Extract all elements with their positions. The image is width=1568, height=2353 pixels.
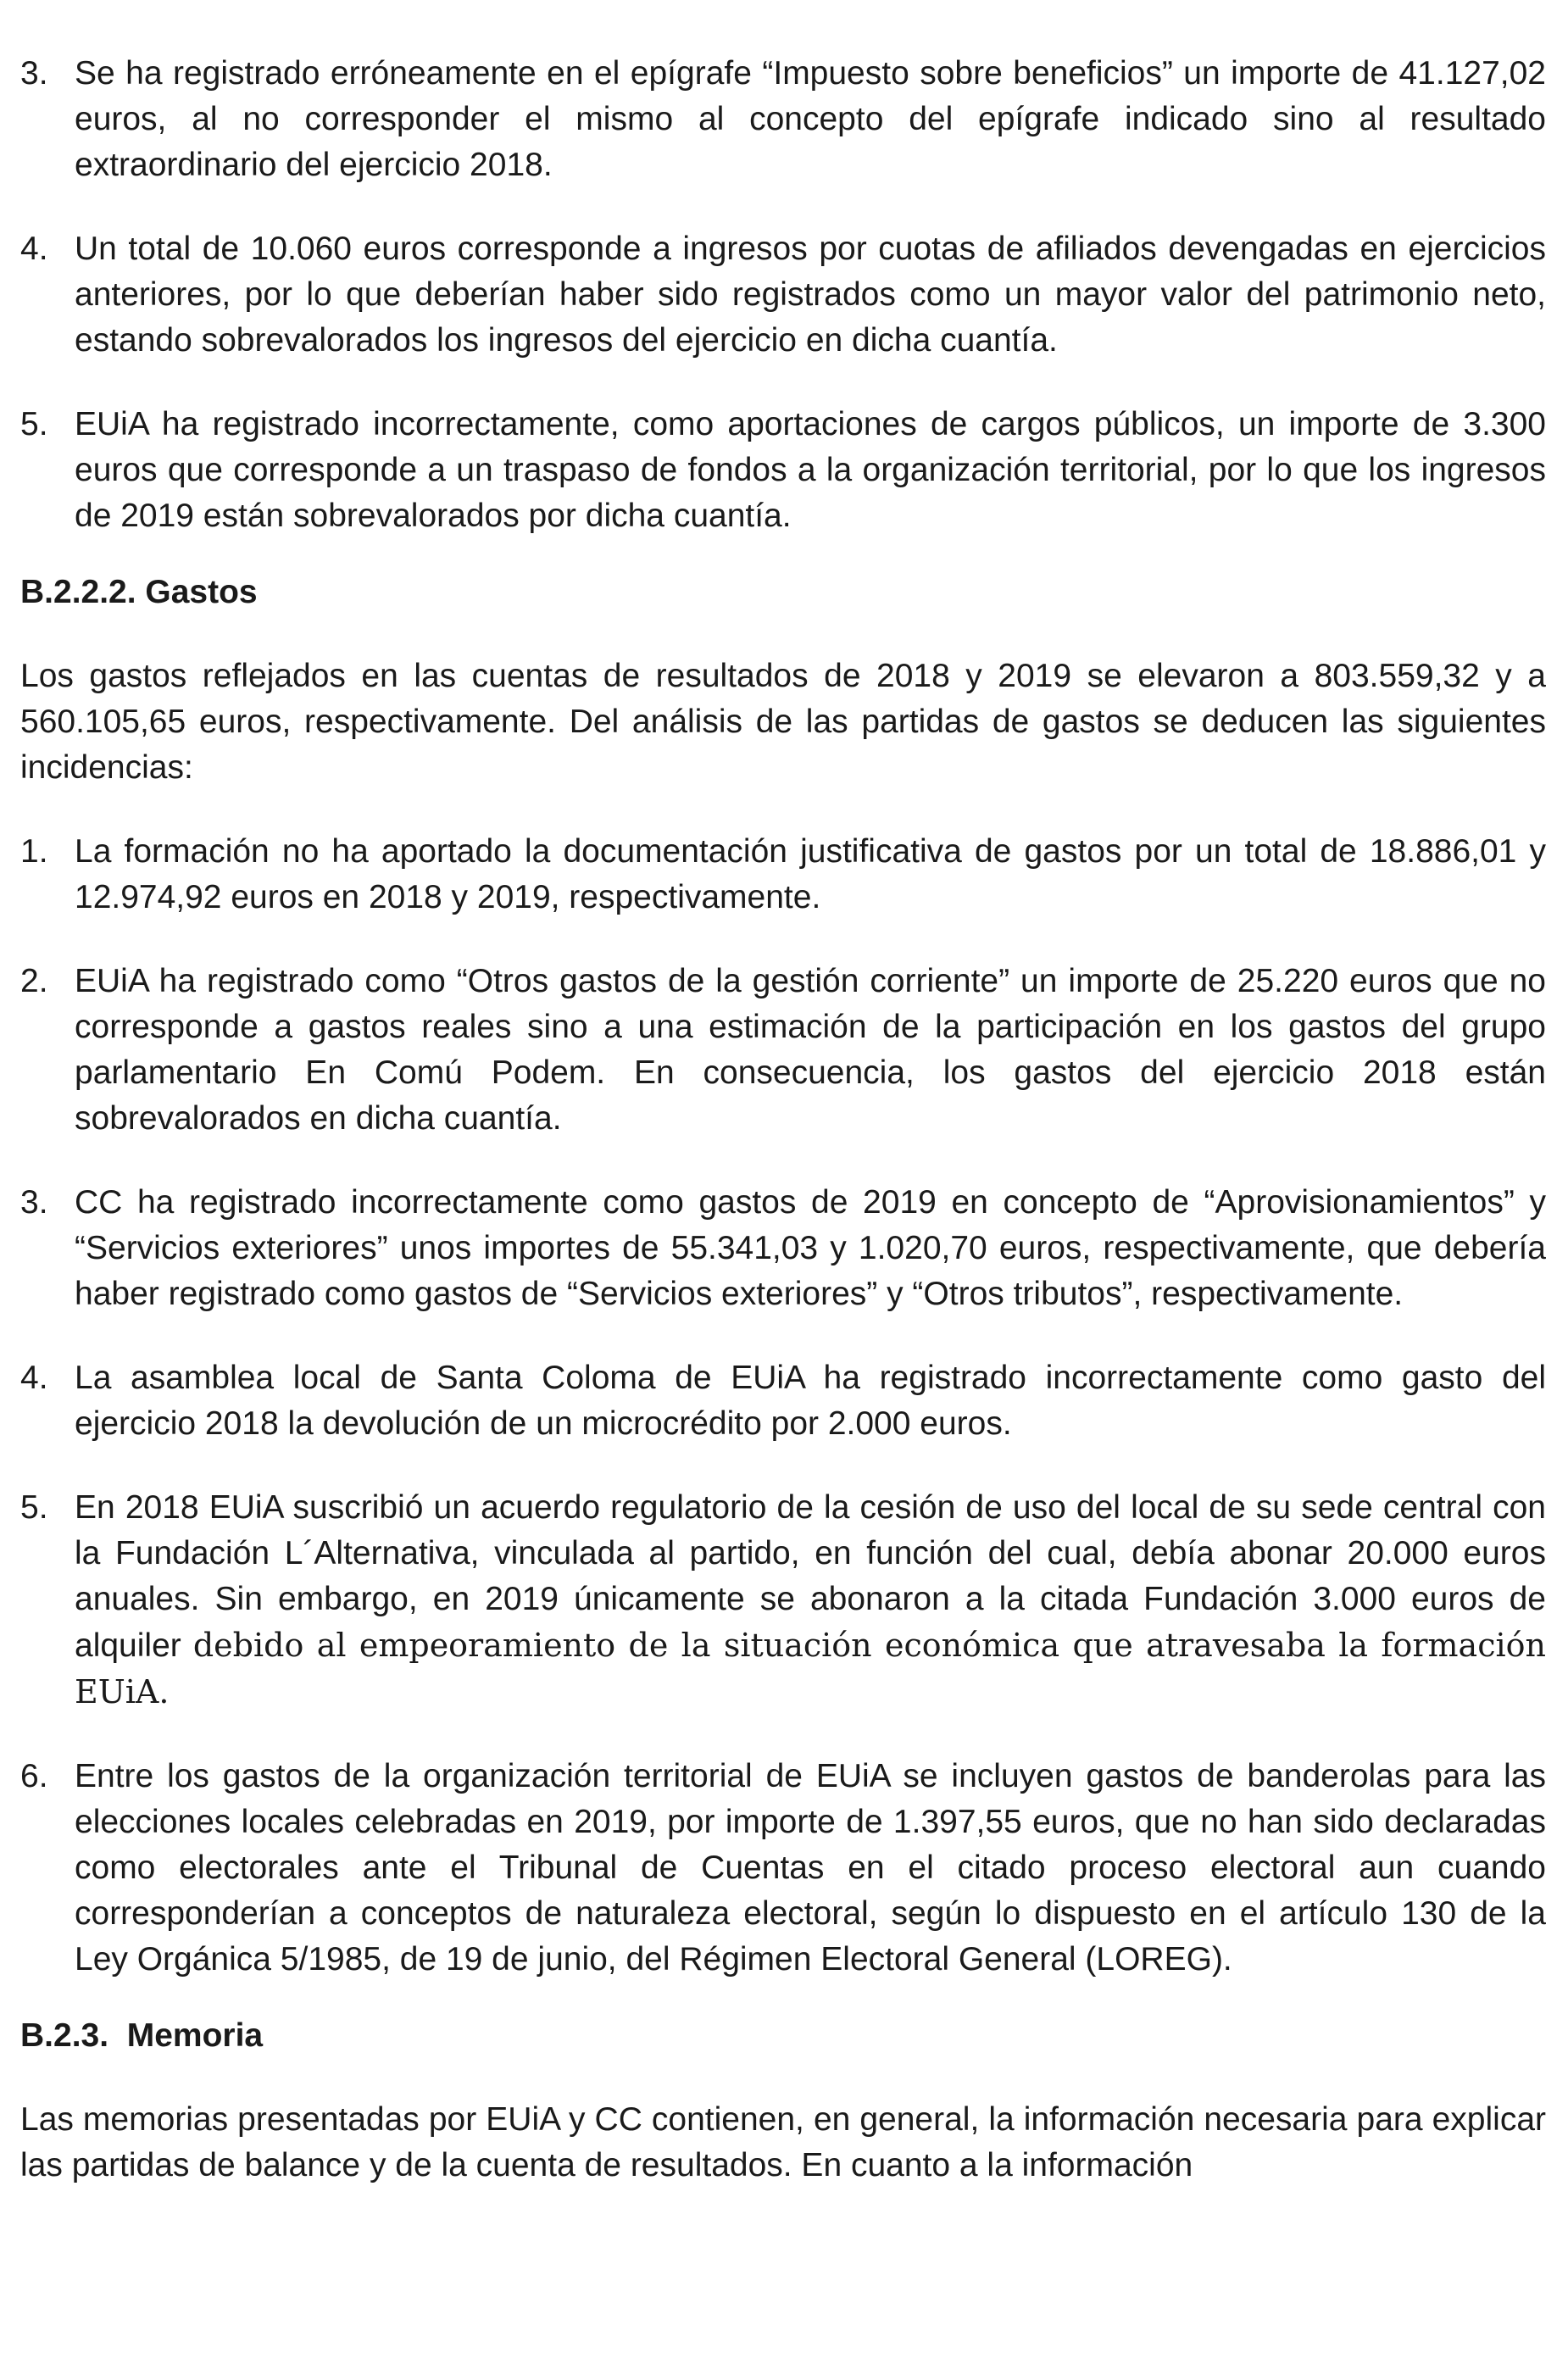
list-item-number: 1. <box>20 833 48 870</box>
list-item <box>20 1754 1546 1983</box>
list-item-text: Se ha registrado erróneamente en el epígrafe “Impuesto sobre beneficios” un importe de 41.127,02 euros, al no corresponder el mismo al concepto del epígrafe indicado sino al resultado extraordinario del ejercicio 2018. <box>75 55 1546 183</box>
list-item <box>20 959 1546 1142</box>
document-page <box>20 51 1546 2227</box>
list-item-number: 3. <box>20 1184 48 1221</box>
list-item-number: 4. <box>20 231 48 267</box>
section-heading-memoria: B.2.3. Memoria <box>20 2017 264 2054</box>
list-item-text: Un total de 10.060 euros corresponde a ingresos por cuotas de afiliados devengadas en ejercicios anteriores, por lo que deberían haber sido registrados como un mayor valor del patrimonio neto, estando sobrevalorados los ingresos del ejercicio en dicha cuantía. <box>75 231 1546 359</box>
list-item-number: 5. <box>20 406 48 442</box>
list-item-number: 3. <box>20 55 48 92</box>
list-item-number: 2. <box>20 963 48 999</box>
list-item <box>20 1355 1546 1447</box>
list-item <box>20 402 1546 539</box>
list-item <box>20 226 1546 364</box>
list-item-text-serif: debido al empeoramiento de la situación económica que atravesaba la formación EUiA. <box>75 1627 1547 1711</box>
list-item-text-sans: En 2018 EUiA suscribió un acuerdo regulatorio de la cesión de uso del local de su sede central con la Fundación L´Alternativa, vinculada al partido, en función del cual, debía abonar 20.000 euros anuales. Sin embargo, en 2019 únicamente se abonaron a la citada Fundación 3.000 euros de alquiler <box>75 1489 1546 1664</box>
list-item-text: La asamblea local de Santa Coloma de EUiA ha registrado incorrectamente como gasto del ejercicio 2018 la devolución de un microcrédito por 2.000 euros. <box>75 1360 1546 1442</box>
list-item-text: EUiA ha registrado incorrectamente, como aportaciones de cargos públicos, un importe de 3.300 euros que corresponde a un traspaso de fondos a la organización territorial, por lo que los ingresos de 2019 están sobrevalorados por dicha cuantía. <box>75 406 1546 534</box>
list-item-text: CC ha registrado incorrectamente como gastos de 2019 en concepto de “Aprovisionamientos” y “Servicios exteriores” unos importes de 55.341,03 y 1.020,70 euros, respectivamente, que debería haber registrado como gastos de “Servicios exteriores” y “Otros tributos”, respectivamente. <box>75 1184 1546 1312</box>
list-item-number: 5. <box>20 1489 48 1526</box>
list-item-text: Entre los gastos de la organización territorial de EUiA se incluyen gastos de banderolas para las elecciones locales celebradas en 2019, por importe de 1.397,55 euros, que no han sido declaradas como electorales ante el Tribunal de Cuentas en el citado proceso electoral aun cuando corresponderían a conceptos de naturaleza electoral, según lo dispuesto en el artículo 130 de la Ley Orgánica 5/1985, de 19 de junio, del Régimen Electoral General (LOREG). <box>75 1758 1546 1978</box>
list-item <box>20 51 1546 188</box>
list-item <box>20 829 1546 921</box>
list-item-text: La formación no ha aportado la documentación justificativa de gastos por un total de 18.886,01 y 12.974,92 euros en 2018 y 2019, respectivamente. <box>75 833 1546 915</box>
list-item-text: EUiA ha registrado como “Otros gastos de la gestión corriente” un importe de 25.220 euros que no corresponde a gastos reales sino a una estimación de la participación en los gastos del grupo parlamentario En Comú Podem. En consecuencia, los gastos del ejercicio 2018 están sobrevalorados en dicha cuantía. <box>75 963 1546 1137</box>
section-heading-gastos: B.2.2.2. Gastos <box>20 574 258 610</box>
ingresos-incidencias-list <box>20 51 1546 539</box>
list-item <box>20 1485 1546 1716</box>
list-item-text <box>75 1485 1546 1716</box>
list-item-number: 4. <box>20 1360 48 1396</box>
gastos-incidencias-list <box>20 829 1546 1983</box>
memoria-intro-paragraph: Las memorias presentadas por EUiA y CC contienen, en general, la información necesaria para explicar las partidas de balance y de la cuenta de resultados. En cuanto a la información <box>20 2101 1546 2183</box>
list-item <box>20 1180 1546 1317</box>
gastos-intro-paragraph: Los gastos reflejados en las cuentas de resultados de 2018 y 2019 se elevaron a 803.559,32 y a 560.105,65 euros, respectivamente. Del análisis de las partidas de gastos se deducen las siguientes incidencias: <box>20 658 1546 786</box>
list-item-number: 6. <box>20 1758 48 1794</box>
